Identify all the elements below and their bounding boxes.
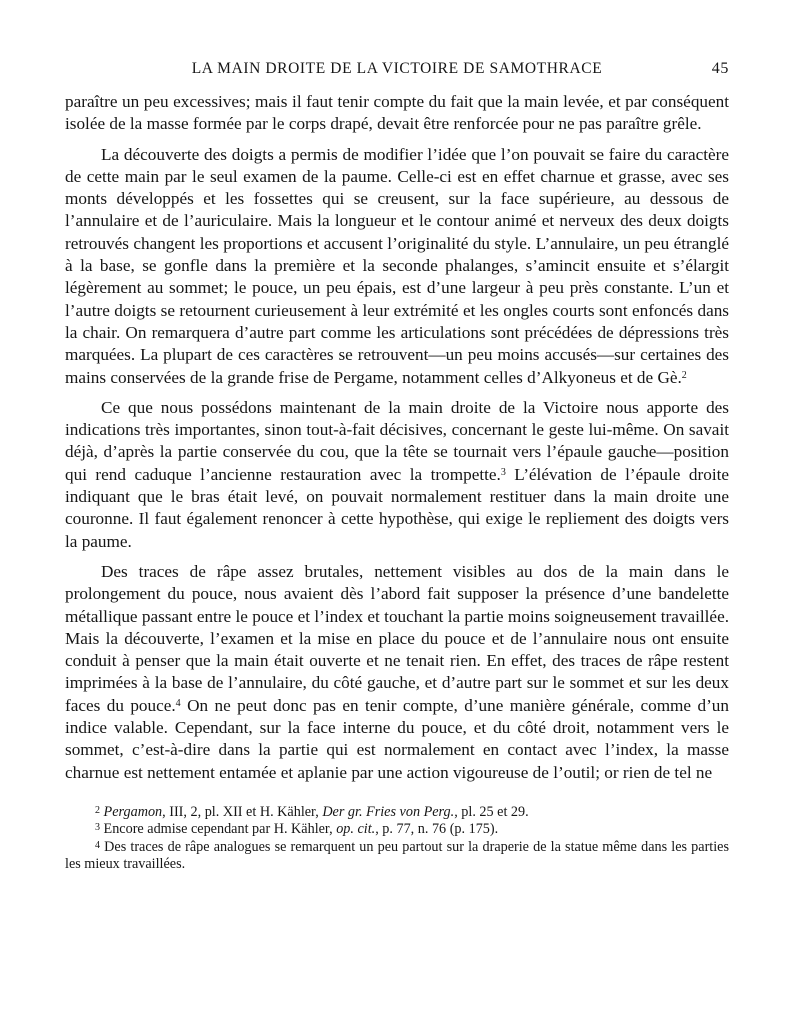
paragraph-3 [65,397,729,553]
footnote-text: Encore admise cependant par H. Kähler, [103,821,337,838]
footnote-text: Des traces de râpe analogues se remarquent un peu partout sur la draperie de la statue même dans les parties les mieux travaillées. [65,838,729,873]
footnote-4 [65,839,729,874]
paragraph-text-continued: On ne peut donc pas en tenir compte, d’une manière générale, comme d’un indice valable. Cependant, sur la face interne du pouce, et du côté droit, notamment vers le sommet, c’est-à-dire dans la partie qui est normalement en contact avec l’index, la masse charnue est nettement entamée et aplanie par une action vigoureuse de l’outil; or rien de tel ne [65,695,729,782]
document-page [65,56,729,874]
footnote-text: , III, 2, pl. XII et H. Kähler, [162,803,323,820]
footnote-title: Pergamon [103,803,163,820]
paragraph-text: La découverte des doigts a permis de modifier l’idée que l’on pouvait se faire du caractère de cette main par le seul examen de la paume. Celle-ci est en effet charnue et grasse, avec ses monts développés et les fossettes qui se creusent, sur la face supérieure, au dessous de l’annulaire et de l’auriculaire. Mais la longueur et le contour animé et nerveux des deux doigts retrouvés changent les proportions et accusent l’originalité du style. L’annulaire, un peu étranglé à la base, se gonfle dans la première et la seconde phalanges, s’amincit ensuite et s’élargit légèrement au sommet; le pouce, un peu épais, est d’une largeur à peu près constante. L’un et l’autre doigts se retournent curieusement à leur extrémité et les ongles courts sont enfoncés dans la chair. On remarquera d’autre part comme les articulations sont précédées de dépressions très marquées. La plupart de ces caractères se retrouvent—un peu moins accusés—sur certaines des mains conservées de la grande frise de Pergame, notamment celles d’Alkyoneus et de Gè. [65,144,729,387]
page-number: 45 [711,60,729,77]
footnote-2 [65,804,729,821]
paragraph-text: Ce que nous possédons maintenant de la main droite de la Victoire nous apporte des indications très importantes, sinon tout-à-fait décisives, concernant le geste lui-même. On savait déjà, d’après la partie conservée du cou, que la tête se tournait vers l’épaule gauche—position qui rend caduque l’ancienne restauration avec la trompette. [65,397,729,484]
footnote-text: , pl. 25 et 29. [454,803,529,820]
running-title: LA MAIN DROITE DE LA VICTOIRE DE SAMOTHRACE [191,60,603,77]
footnote-3 [65,821,729,838]
footnote-title: Der gr. Fries von Perg. [322,803,455,820]
footnote-ref-3[interactable]: 3 [500,466,506,478]
paragraph-4 [65,561,729,784]
footnote-number: 4 [95,839,100,851]
footnote-text: , p. 77, n. 76 (p. 175). [375,821,499,838]
footnote-number: 2 [95,804,100,816]
footnotes [65,804,729,874]
footnote-ref-2[interactable]: 2 [681,369,687,381]
paragraph-2 [65,144,729,389]
footnote-number: 3 [95,822,100,834]
paragraph-text-continued: L’élévation de l’épaule droite indiquant que le bras était levé, on pouvait normalement restituer dans la main droite une couronne. Il faut également renoncer à cette hypothèse, qui exige le repliement des doigts vers la paume. [65,464,729,551]
footnote-ref-4[interactable]: 4 [175,697,181,709]
paragraph-text: Des traces de râpe assez brutales, nettement visibles au dos de la main dans le prolongement du pouce, nous avaient dès l’abord fait supposer la présence d’une bandelette métallique passant entre le pouce et l’index et touchant la partie moins soigneusement travaillée. Mais la découverte, l’examen et la mise en place du pouce et de l’annulaire nous ont ensuite conduit à penser que la main était ouverte et ne tenait rien. En effet, des traces de râpe restent imprimées à la base de l’annulaire, du côté gauche, et d’autre part sur le sommet et sur les deux faces du pouce. [65,561,729,715]
paragraph-text: paraître un peu excessives; mais il faut tenir compte du fait que la main levée, et par conséquent isolée de la masse formée par le corps drapé, devait être renforcée pour ne pas paraître grêle. [65,92,729,134]
running-header [65,56,729,80]
paragraph-1 [65,91,729,136]
footnote-title: op. cit. [336,821,376,838]
